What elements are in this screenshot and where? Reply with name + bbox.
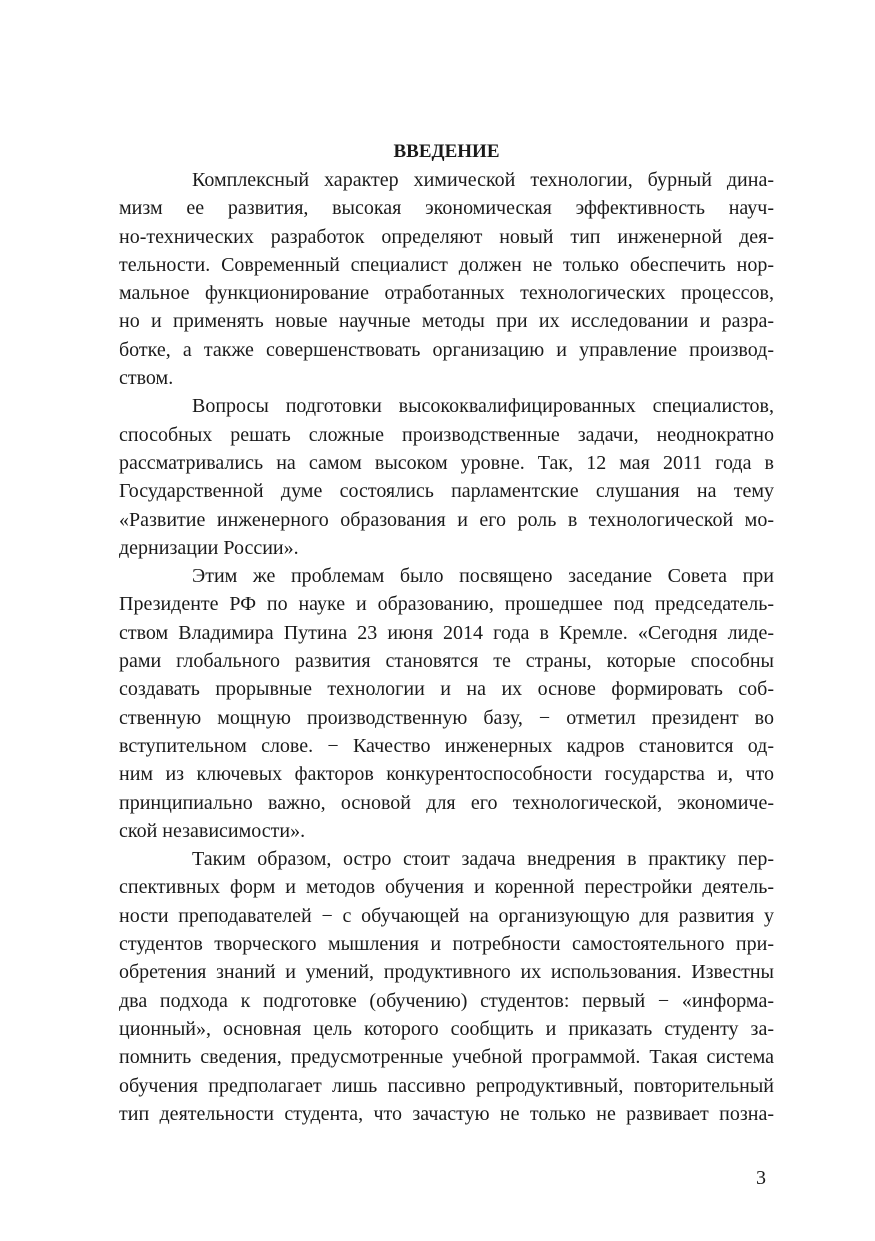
- text-line: два подхода к подготовке (обучению) студентов: первый − «информа-: [119, 989, 774, 1012]
- text-line: мальное функционирование отработанных технологических процессов,: [119, 282, 774, 305]
- text-line: ботке, а также совершенствовать организацию и управление производ-: [119, 338, 774, 361]
- text-line: студентов творческого мышления и потребности самостоятельного при-: [119, 933, 774, 956]
- text-line: Президенте РФ по науке и образованию, прошедшее под председатель-: [119, 593, 774, 616]
- text-line: ности преподавателей − с обучающей на организующую для развития у: [119, 904, 774, 927]
- text-line: Этим же проблемам было посвящено заседание Совета при: [192, 565, 774, 588]
- text-line: Таким образом, остро стоит задача внедрения в практику пер-: [192, 848, 774, 871]
- text-line: рами глобального развития становятся те страны, которые способны: [119, 650, 774, 673]
- paragraph: [119, 392, 774, 562]
- paragraph: [119, 166, 774, 392]
- text-line: но-технических разработок определяют новый тип инженерной дея-: [119, 225, 774, 248]
- text-line: дернизации России».: [119, 536, 299, 559]
- text-line: ним из ключевых факторов конкурентоспособности государства и, что: [119, 763, 774, 786]
- text-line: спективных форм и методов обучения и коренной перестройки деятель-: [119, 876, 774, 899]
- text-line: обретения знаний и умений, продуктивного их использования. Известны: [119, 961, 774, 984]
- text-line: создавать прорывные технологии и на их основе формировать соб-: [119, 678, 774, 701]
- text-line: вступительном слове. − Качество инженерных кадров становится од-: [119, 734, 774, 757]
- paragraph: [119, 845, 774, 1128]
- text-line: ством.: [119, 367, 174, 390]
- page-number: 3: [756, 1167, 766, 1189]
- section-heading: ВВЕДЕНИЕ: [393, 141, 500, 162]
- text-line: «Развитие инженерного образования и его роль в технологической мо-: [119, 508, 774, 531]
- text-line: ством Владимира Путина 23 июня 2014 года в Кремле. «Сегодня лиде-: [119, 621, 774, 644]
- text-line: Вопросы подготовки высококвалифицированных специалистов,: [192, 395, 774, 418]
- text-line: ционный», основная цель которого сообщить и приказать студенту за-: [119, 1017, 774, 1040]
- text-line: тип деятельности студента, что зачастую не только не развивает позна-: [119, 1102, 774, 1125]
- text-line: способных решать сложные производственные задачи, неоднократно: [119, 423, 774, 446]
- text-line: помнить сведения, предусмотренные учебной программой. Такая система: [119, 1046, 774, 1069]
- text-line: принципиально важно, основой для его технологической, экономиче-: [119, 791, 774, 814]
- text-line: рассматривались на самом высоком уровне. Так, 12 мая 2011 года в: [119, 451, 774, 474]
- document-body: [119, 138, 774, 1128]
- paragraph: [119, 562, 774, 845]
- text-line: обучения предполагает лишь пассивно репродуктивный, повторительный: [119, 1074, 774, 1097]
- text-line: но и применять новые научные методы при их исследовании и разра-: [119, 310, 774, 333]
- paragraph-container: [119, 166, 774, 1128]
- text-line: ственную мощную производственную базу, − отметил президент во: [119, 706, 774, 729]
- text-line: Государственной думе состоялись парламентские слушания на тему: [119, 480, 774, 503]
- text-line: тельности. Современный специалист должен не только обеспечить нор-: [119, 253, 774, 276]
- text-line: мизм ее развития, высокая экономическая эффективность науч-: [119, 197, 774, 220]
- text-line: ской независимости».: [119, 819, 306, 842]
- text-line: Комплексный характер химической технологии, бурный дина-: [192, 169, 774, 191]
